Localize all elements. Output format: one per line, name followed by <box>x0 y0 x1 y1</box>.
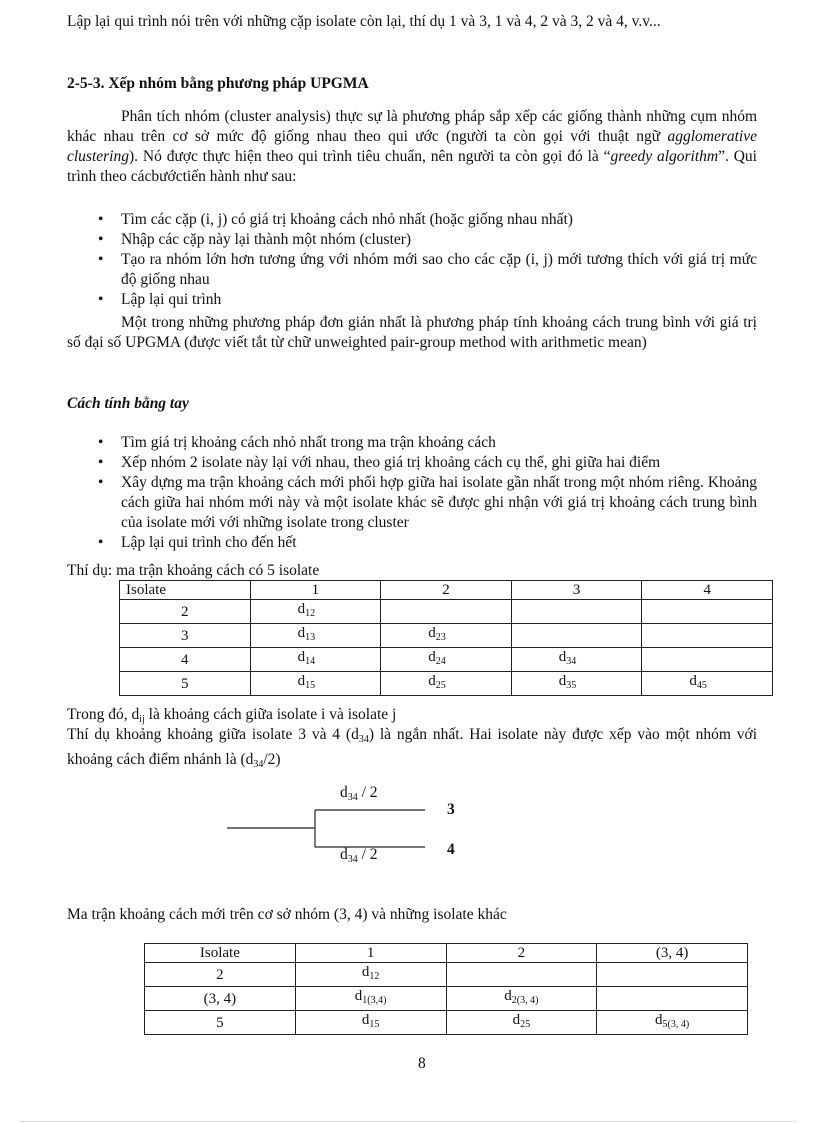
list-item: • Tìm các cặp (i, j) có giá trị khoảng cách nhỏ nhất (hoặc giống nhau nhất) <box>98 211 573 228</box>
header-cell: 4 <box>642 581 773 600</box>
distance-matrix-table <box>119 580 773 696</box>
table-cell: $d_{14}$ <box>250 648 381 672</box>
row-label: 2 <box>120 600 251 624</box>
table-cell: $d_{12}$ <box>250 600 381 624</box>
upgma-paragraph: Một trong những phương pháp đơn giản nhất là phương pháp tính khoảng cách trung bình với giá trị số đại số UPGMA (được viết tắt từ chữ unweighted pair-group method with arithmetic mean) <box>67 314 757 351</box>
list-item: • Tạo ra nhóm lớn hơn tương ứng với nhóm mới sao cho các cặp (i, j) mới tương thích với giá trị mức độ giống nhau <box>98 251 757 288</box>
table-cell: $d_{35}$ <box>511 672 642 696</box>
table-row <box>145 963 748 987</box>
table-header-row <box>120 581 773 600</box>
header-cell: Isolate <box>145 944 296 963</box>
table-header-row <box>145 944 748 963</box>
table-cell <box>642 600 773 624</box>
list-item: • Xếp nhóm 2 isolate này lại với nhau, theo giá trị khoảng cách cụ thể, ghi giữa hai điểm <box>98 454 661 471</box>
table-cell <box>381 600 512 624</box>
explain-line-1: Trong đó, $d_{ij}$ là khoảng cách giữa isolate i và isolate j <box>67 706 397 725</box>
table-cell: $d_{1(3,4)}$ <box>295 987 446 1011</box>
page-edge-divider <box>20 1121 796 1122</box>
row-label: 5 <box>145 1011 296 1035</box>
table-cell: $d_{12}$ <box>295 963 446 987</box>
table-cell: $d_{15}$ <box>295 1011 446 1035</box>
header-cell: 1 <box>250 581 381 600</box>
header-cell: (3, 4) <box>597 944 748 963</box>
table-row <box>120 648 773 672</box>
header-cell: 3 <box>511 581 642 600</box>
manual-calc-title: Cách tính bằng tay <box>67 395 189 412</box>
table-cell: $d_{15}$ <box>250 672 381 696</box>
table-cell: $d_{25}$ <box>446 1011 597 1035</box>
example-label: Thí dụ: ma trận khoảng cách có 5 isolate <box>67 562 320 579</box>
row-label: 2 <box>145 963 296 987</box>
table-row <box>120 672 773 696</box>
page-number: 8 <box>418 1055 426 1072</box>
header-cell: 2 <box>381 581 512 600</box>
table-cell <box>511 600 642 624</box>
header-cell: 1 <box>295 944 446 963</box>
row-label: 4 <box>120 648 251 672</box>
table-cell <box>511 624 642 648</box>
new-distance-matrix-table <box>144 943 748 1035</box>
list-item: • Lập lại qui trình cho đến hết <box>98 534 297 551</box>
list-item: • Nhập các cặp này lại thành một nhóm (cluster) <box>98 231 412 248</box>
dendrogram-leaf-3: 3 <box>447 801 455 818</box>
table-cell: $d_{2(3, 4)}$ <box>446 987 597 1011</box>
table-row <box>145 987 748 1011</box>
table-cell: $d_{23}$ <box>381 624 512 648</box>
list-item: • Lập lại qui trình <box>98 291 222 308</box>
explain-line-2: Thí dụ khoảng khoảng giữa isolate 3 và 4 $(d_{34})$ là ngắn nhất. Hai isolate này được xếp vào một nhóm với khoảng cách điểm nhánh là $(d_{34}/2)$ <box>67 726 758 770</box>
row-label: 5 <box>120 672 251 696</box>
table-cell: $d_{13}$ <box>250 624 381 648</box>
table-row <box>145 1011 748 1035</box>
intro-paragraph: Lập lại qui trình nói trên với những cặp isolate còn lại, thí dụ 1 và 3, 1 và 4, 2 và 3, 2 và 4, v.v... <box>67 13 661 30</box>
dendrogram <box>217 800 457 860</box>
table-row <box>120 600 773 624</box>
dendrogram-top-label: $d_{34} / 2$ <box>340 784 378 803</box>
section-paragraph-1: Phân tích nhóm (cluster analysis) thực sự là phương pháp sắp xếp các giống thành những cụm nhóm khác nhau trên cơ sở mức độ giống nhau theo qui ước (người ta còn gọi với thuật ngữ agglomerative clustering). Nó được thực hiện theo qui trình tiêu chuẩn, nên người ta còn gọi đó là “greedy algorithm”. Qui trình theo cácbướctiến hành như sau: <box>67 108 757 185</box>
section-title: 2-5-3. Xếp nhóm bằng phương pháp UPGMA <box>67 75 369 92</box>
table-cell: $d_{45}$ <box>642 672 773 696</box>
row-label: 3 <box>120 624 251 648</box>
row-label: (3, 4) <box>145 987 296 1011</box>
table-cell: $d_{24}$ <box>381 648 512 672</box>
procedure-list <box>67 210 757 310</box>
list-item: • Xây dựng ma trận khoảng cách mới phối hợp giữa hai isolate gần nhất trong một nhóm riêng. Khoảng cách giữa hai nhóm mới này và một isolate khác sẽ được ghi nhận với giá trị khoảng cách trung bình của isolate mới với những isolate trong cluster <box>98 474 757 531</box>
table-cell <box>597 987 748 1011</box>
table-cell: $d_{5(3, 4)}$ <box>597 1011 748 1035</box>
header-cell: 2 <box>446 944 597 963</box>
header-cell: Isolate <box>120 581 251 600</box>
table-cell <box>446 963 597 987</box>
table-cell <box>597 963 748 987</box>
table-cell: $d_{25}$ <box>381 672 512 696</box>
table-cell <box>642 624 773 648</box>
dendrogram-bottom-label: $d_{34} / 2$ <box>340 846 378 865</box>
table-cell: $d_{34}$ <box>511 648 642 672</box>
manual-steps-list <box>67 433 757 553</box>
table-cell <box>642 648 773 672</box>
dendrogram-leaf-4: 4 <box>447 841 455 858</box>
table-row <box>120 624 773 648</box>
table2-caption: Ma trận khoảng cách mới trên cơ sở nhóm (3, 4) và những isolate khác <box>67 906 507 923</box>
list-item: • Tìm giá trị khoảng cách nhỏ nhất trong ma trận khoảng cách <box>98 434 496 451</box>
